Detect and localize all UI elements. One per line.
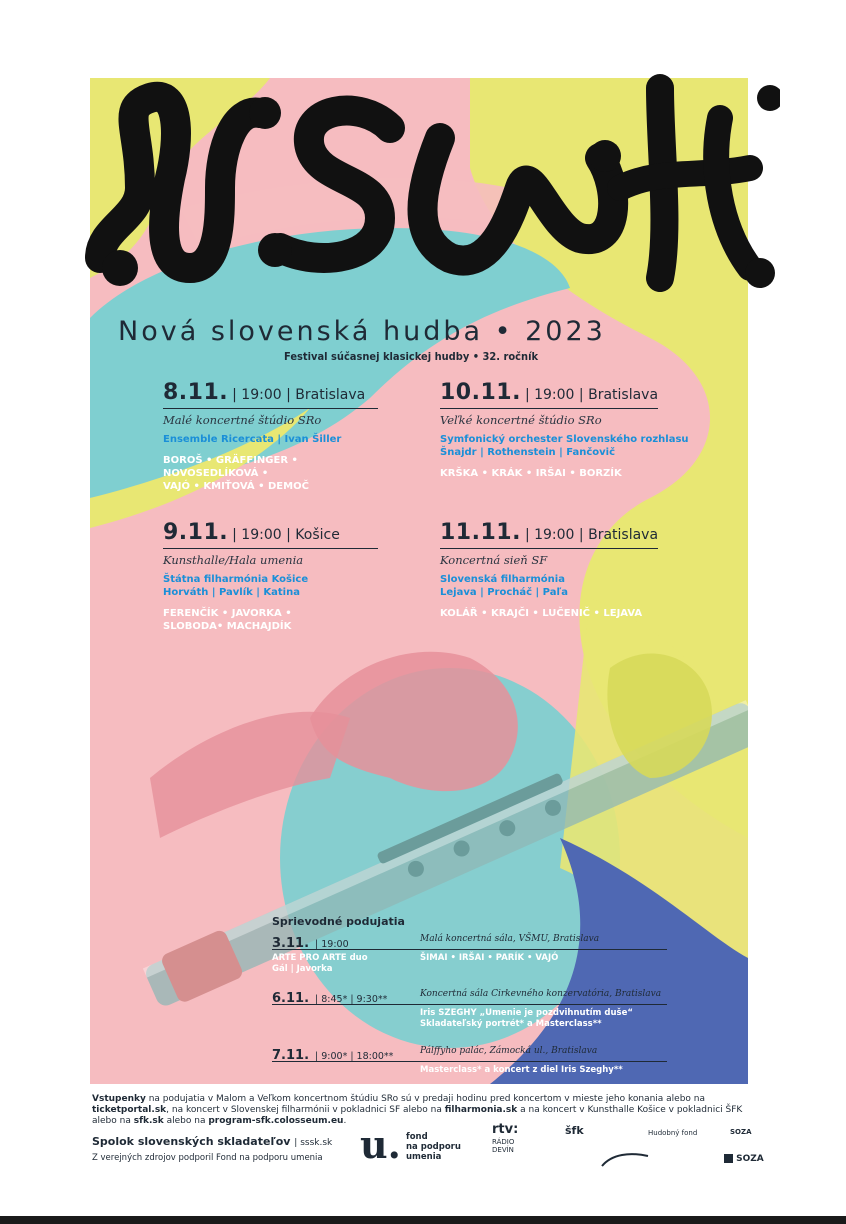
concert-ensemble (440, 573, 700, 599)
divider (163, 408, 378, 409)
concert-venue: Malé koncertné štúdio SRo (163, 413, 322, 427)
divider (163, 548, 378, 549)
concert-ensemble (440, 433, 700, 459)
composer-line: SLOBODA• MACHAJDÍK (163, 621, 292, 632)
soza-logo-small: SOZA (730, 1128, 752, 1136)
events-heading: Sprievodné podujatia (272, 915, 405, 928)
composer-line: KOLÁŘ • KRAJČI • LUČENIČ • LEJAVA (440, 608, 643, 619)
festival-logo (60, 68, 780, 298)
ticket-link[interactable]: filharmonia.sk (444, 1105, 518, 1115)
support-note: Z verejných zdrojov podporil Fond na podporu umenia (92, 1153, 323, 1163)
bottom-bar (0, 1216, 846, 1224)
event-3-11 (272, 932, 667, 975)
event-program-line: Skladateľský portrét* a Masterclass** (420, 1019, 602, 1029)
concert-time: | 19:00 | Bratislava (232, 387, 366, 403)
event-place: Malá koncertná sála, VŠMU, Bratislava (420, 934, 600, 944)
concert-ensemble (163, 433, 378, 446)
fpu-text-line: na podporu (406, 1142, 461, 1152)
tickets-text: na podujatia v Malom a Veľkom koncertnom štúdiu SRo sú v predaji hodinu pred koncertom v mieste jeho konania alebo na (145, 1094, 706, 1104)
fpu-text-line: fond (406, 1132, 428, 1142)
composer-line: FERENČÍK • JAVORKA • (163, 608, 292, 619)
tickets-text: alebo na (163, 1116, 209, 1126)
concert-10-11 (440, 380, 700, 480)
ensemble-line: Štátna filharmónia Košice (163, 574, 309, 585)
ensemble-line: Slovenská filharmónia (440, 574, 565, 585)
concert-composers (440, 467, 660, 480)
concert-venue: Kunsthalle/Hala umenia (163, 553, 304, 567)
event-place: Koncertná sála Cirkevného konzervatória, Bratislava (420, 989, 662, 999)
event-time: | 8:45* | 9:30** (315, 994, 388, 1005)
concert-9-11 (163, 520, 378, 633)
event-time: | 9:00* | 18:00** (315, 1051, 394, 1062)
ticket-info (92, 1094, 752, 1127)
concert-time: | 19:00 | Košice (232, 527, 340, 543)
composer-line: KRŠKA • KRÁK • IRŠAI • BORZÍK (440, 468, 622, 479)
festival-subtitle: Festival súčasnej klasickej hudby • 32. ročník (284, 350, 539, 363)
event-date: 7.11. (272, 1048, 310, 1063)
concert-venue: Koncertná sieň SF (440, 553, 548, 567)
event-date: 3.11. (272, 936, 310, 951)
event-program-line: Iris SZEGHY „Umenie je pozdvihnutím duše“ (420, 1008, 633, 1018)
fpu-text-line: umenia (406, 1152, 442, 1162)
concert-date: 10.11. (440, 380, 521, 405)
organizer-name: Spolok slovenských skladateľov (92, 1135, 291, 1148)
event-time: | 19:00 (315, 939, 349, 950)
festival-title: Nová slovenská hudba • 2023 (118, 316, 606, 347)
soza-label: SOZA (736, 1154, 764, 1164)
rtv-sub: DEVÍN (492, 1146, 514, 1154)
concert-ensemble (163, 573, 378, 599)
rtv-logo (492, 1122, 519, 1154)
swoosh-icon (600, 1150, 650, 1170)
event-place: Pálffyho palác, Zámocká ul., Bratislava (420, 1046, 598, 1056)
tickets-text: . (343, 1116, 347, 1126)
concert-composers (163, 454, 333, 493)
ensemble-line: Lejava | Procháč | Paľa (440, 587, 569, 598)
concert-time: | 19:00 | Bratislava (524, 387, 659, 403)
composer-line: BOROŠ • GRÄFFINGER • (163, 455, 298, 466)
ensemble-line: Symfonický orchester Slovenského rozhlasu (440, 434, 689, 445)
organizer-site[interactable]: | sssk.sk (294, 1138, 333, 1148)
concert-venue: Veľké koncertné štúdio SRo (440, 413, 602, 427)
concert-11-11 (440, 520, 700, 620)
ensemble-line: Šnajdr | Rothenstein | Fančovič (440, 447, 616, 458)
concert-date: 8.11. (163, 380, 229, 405)
rtv-sub: RÁDIO (492, 1138, 515, 1146)
hf-logo: Hudobný fond (648, 1129, 698, 1137)
sfk-logo: šfk (565, 1124, 584, 1137)
composer-line: VAJÓ • KMIŤOVÁ • DEMOČ (163, 481, 309, 492)
ticket-link[interactable]: program-sfk.colosseum.eu (208, 1116, 344, 1126)
event-date: 6.11. (272, 991, 310, 1006)
concert-date: 9.11. (163, 520, 229, 545)
concert-date: 11.11. (440, 520, 521, 545)
event-performer-line: Gál | Javorka (272, 964, 333, 974)
tickets-lead: Vstupenky (92, 1094, 146, 1104)
event-program-line: ŠIMAI • IRŠAI • PARÍK • VAJÓ (420, 953, 559, 963)
soza-logo (724, 1154, 764, 1163)
tickets-text: a na koncert v Kunsthalle Košice v pokladnici ŠFK alebo na (92, 1105, 743, 1126)
composer-line: NOVOSEDLÍKOVÁ • (163, 468, 269, 479)
ensemble-line: Ensemble Ricercata | Ivan Šiller (163, 434, 342, 445)
event-6-11 (272, 987, 667, 1030)
ticket-link[interactable]: ticketportal.sk (92, 1105, 167, 1115)
concert-8-11 (163, 380, 378, 493)
soza-icon (724, 1154, 733, 1163)
ensemble-line: Horváth | Pavlík | Katina (163, 587, 300, 598)
divider (440, 548, 658, 549)
event-performer-line: ARTE PRO ARTE duo (272, 953, 368, 963)
fpu-mark: u. (360, 1122, 401, 1167)
event-7-11 (272, 1044, 667, 1077)
concert-time: | 19:00 | Bratislava (524, 527, 659, 543)
accompanying-events (272, 915, 667, 1077)
organizer (92, 1135, 332, 1148)
event-program-line: Masterclass* a koncert z diel Iris Szeghy** (420, 1065, 623, 1075)
divider (440, 408, 658, 409)
concert-composers (440, 607, 660, 620)
rtv-mark: rtv: (492, 1122, 519, 1137)
tickets-text: , na koncert v Slovenskej filharmónii v pokladnici SF alebo na (166, 1105, 445, 1115)
ticket-link[interactable]: sfk.sk (133, 1116, 164, 1126)
concert-composers (163, 607, 333, 633)
